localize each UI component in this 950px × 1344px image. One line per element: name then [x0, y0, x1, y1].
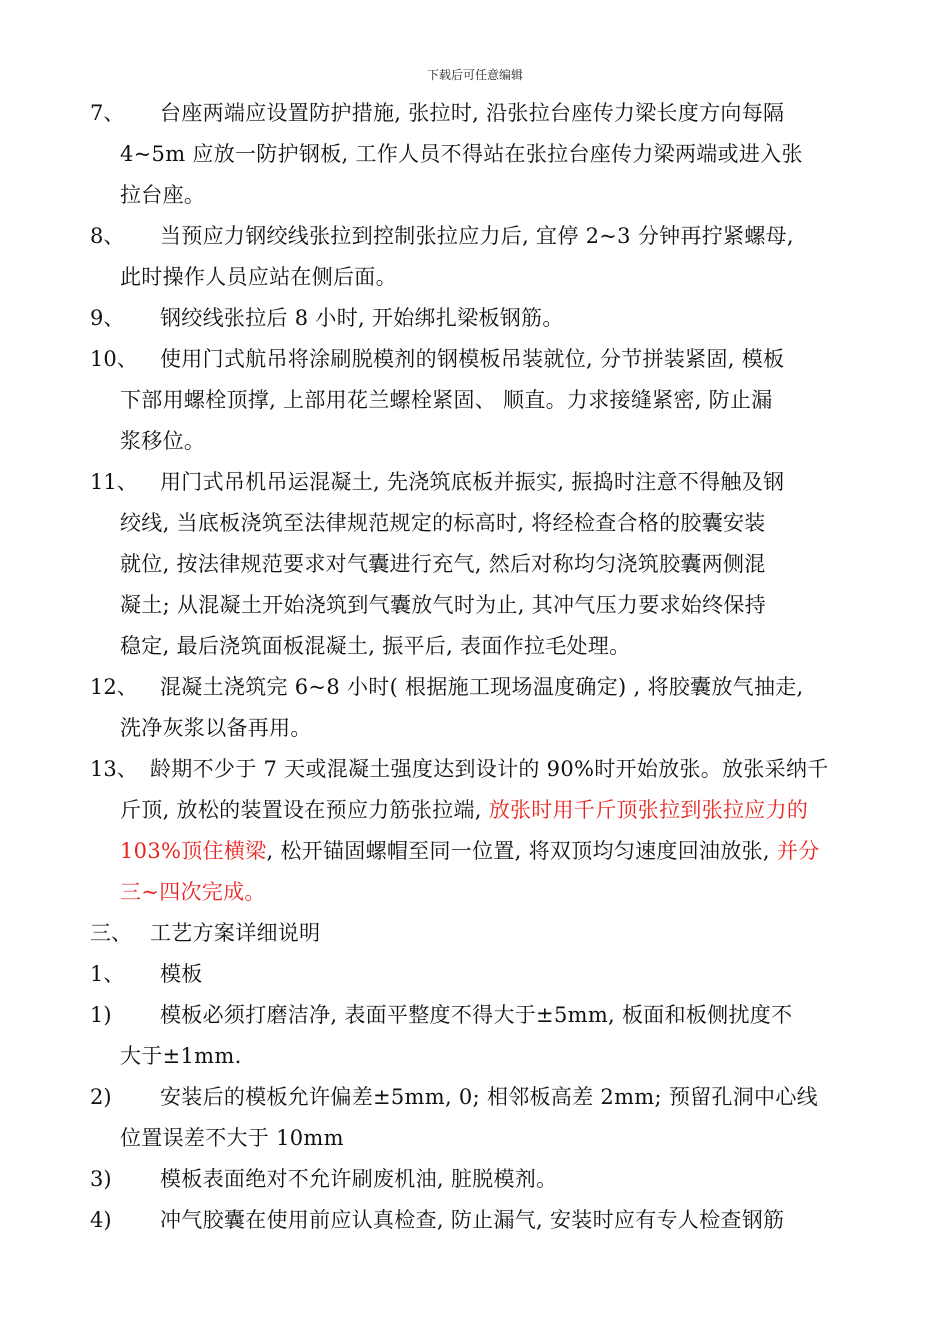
text-run: , 松开锚固螺帽至同一位置, 将双顶均匀速度回油放张,: [266, 839, 777, 863]
list-item: [0, 1200, 950, 1241]
text-run: 冲气胶囊在使用前应认真检查, 防止漏气, 安装时应有专人检查钢筋: [160, 1208, 785, 1232]
paragraph-line: [120, 585, 766, 626]
text-run: 洗净灰浆以备再用。: [120, 716, 312, 740]
item-number: 3): [90, 1167, 112, 1191]
list-item: [0, 93, 950, 216]
item-number: 12、: [90, 675, 138, 699]
list-item: [0, 913, 950, 954]
list-item: [0, 1077, 950, 1159]
item-number: 8、: [90, 224, 125, 248]
list-item: [0, 298, 950, 339]
paragraph-line: [120, 175, 205, 216]
text-run: 稳定, 最后浇筑面板混凝土, 振平后, 表面作拉毛处理。: [120, 634, 631, 658]
paragraph-line: [160, 1077, 818, 1118]
paragraph-line: [160, 298, 564, 339]
paragraph-line: [150, 913, 320, 954]
list-item: [0, 216, 950, 298]
text-run: 钢绞线张拉后 8 小时, 开始绑扎梁板钢筋。: [160, 306, 564, 330]
paragraph-line: [160, 339, 784, 380]
item-number: 1): [90, 1003, 112, 1027]
text-run: 下部用螺栓顶撑, 上部用花兰螺栓紧固、 顺直。力求接缝紧密, 防止漏: [120, 388, 773, 412]
item-number: 13、: [90, 757, 138, 781]
text-run: 工艺方案详细说明: [150, 921, 321, 945]
paragraph-line: [120, 544, 766, 585]
highlighted-text: 并分: [776, 839, 820, 863]
paragraph-line: [120, 872, 266, 913]
paragraph-line: [120, 503, 766, 544]
text-run: 台座两端应设置防护措施, 张拉时, 沿张拉台座传力梁长度方向每隔: [160, 101, 785, 125]
paragraph-line: [160, 93, 784, 134]
text-run: 绞线, 当底板浇筑至法律规范规定的标高时, 将经检查合格的胶囊安装: [120, 511, 766, 535]
text-run: 安装后的模板允许偏差±5mm, 0; 相邻板高差 2mm; 预留孔洞中心线: [160, 1085, 818, 1109]
paragraph-line: [160, 1159, 557, 1200]
list-item: [0, 462, 950, 667]
text-run: 模板: [160, 962, 203, 986]
item-number: 7、: [90, 101, 125, 125]
paragraph-line: [160, 462, 784, 503]
paragraph-line: [160, 1200, 784, 1241]
text-run: 大于±1mm.: [120, 1044, 242, 1068]
text-run: 龄期不少于 7 天或混凝土强度达到设计的 90%时开始放张。放张采纳千: [150, 757, 829, 781]
paragraph-line: [120, 380, 773, 421]
text-run: 用门式吊机吊运混凝土, 先浇筑底板并振实, 振捣时注意不得触及钢: [160, 470, 785, 494]
text-run: 就位, 按法律规范要求对气囊进行充气, 然后对称均匀浇筑胶囊两侧混: [120, 552, 766, 576]
page-header: 下载后可任意编辑: [426, 68, 523, 82]
paragraph-line: [120, 257, 397, 298]
paragraph-line: [120, 421, 205, 462]
list-item: [0, 749, 950, 913]
paragraph-line: [120, 790, 808, 831]
text-run: 凝土; 从混凝土开始浇筑到气囊放气时为止, 其冲气压力要求始终保持: [120, 593, 766, 617]
text-run: 此时操作人员应站在侧后面。: [120, 265, 397, 289]
text-run: 模板必须打磨洁净, 表面平整度不得大于±5mm, 板面和板侧扰度不: [160, 1003, 793, 1027]
list-item: [0, 995, 950, 1077]
list-item: [0, 954, 950, 995]
highlighted-text: 放张时用千斤顶张拉到张拉应力的: [488, 798, 809, 822]
paragraph-line: [150, 749, 829, 790]
paragraph-line: [120, 831, 820, 872]
paragraph-line: [120, 1118, 344, 1159]
text-run: 位置误差不大于 10mm: [120, 1126, 344, 1150]
text-run: 斤顶, 放松的装置设在预应力筋张拉端,: [120, 798, 489, 822]
item-number: 11、: [90, 470, 138, 494]
item-number: 2): [90, 1085, 112, 1109]
item-number: 10、: [90, 347, 138, 371]
paragraph-line: [120, 626, 630, 667]
text-run: 当预应力钢绞线张拉到控制张拉应力后, 宜停 2~3 分钟再拧紧螺母,: [160, 224, 794, 248]
paragraph-line: [160, 216, 794, 257]
highlighted-text: 三~四次完成。: [120, 880, 266, 904]
list-item: [0, 667, 950, 749]
item-number: 三、: [90, 921, 132, 945]
item-number: 4): [90, 1208, 112, 1232]
highlighted-text: 103%顶住横梁: [120, 839, 267, 863]
paragraph-line: [120, 708, 312, 749]
text-run: 4~5m 应放一防护钢板, 工作人员不得站在张拉台座传力梁两端或进入张: [120, 142, 803, 166]
list-item: [0, 339, 950, 462]
list-item: [0, 1159, 950, 1200]
paragraph-line: [160, 954, 203, 995]
paragraph-line: [120, 134, 803, 175]
text-run: 混凝土浇筑完 6~8 小时( 根据施工现场温度确定) , 将胶囊放气抽走,: [160, 675, 804, 699]
text-run: 浆移位。: [120, 429, 206, 453]
paragraph-line: [160, 995, 792, 1036]
paragraph-line: [120, 1036, 242, 1077]
text-run: 模板表面绝对不允许刷废机油, 脏脱模剂。: [160, 1167, 558, 1191]
text-run: 拉台座。: [120, 183, 206, 207]
paragraph-line: [160, 667, 804, 708]
text-run: 使用门式航吊将涂刷脱模剂的钢模板吊装就位, 分节拼装紧固, 模板: [160, 347, 785, 371]
item-number: 9、: [90, 306, 125, 330]
item-number: 1、: [90, 962, 125, 986]
